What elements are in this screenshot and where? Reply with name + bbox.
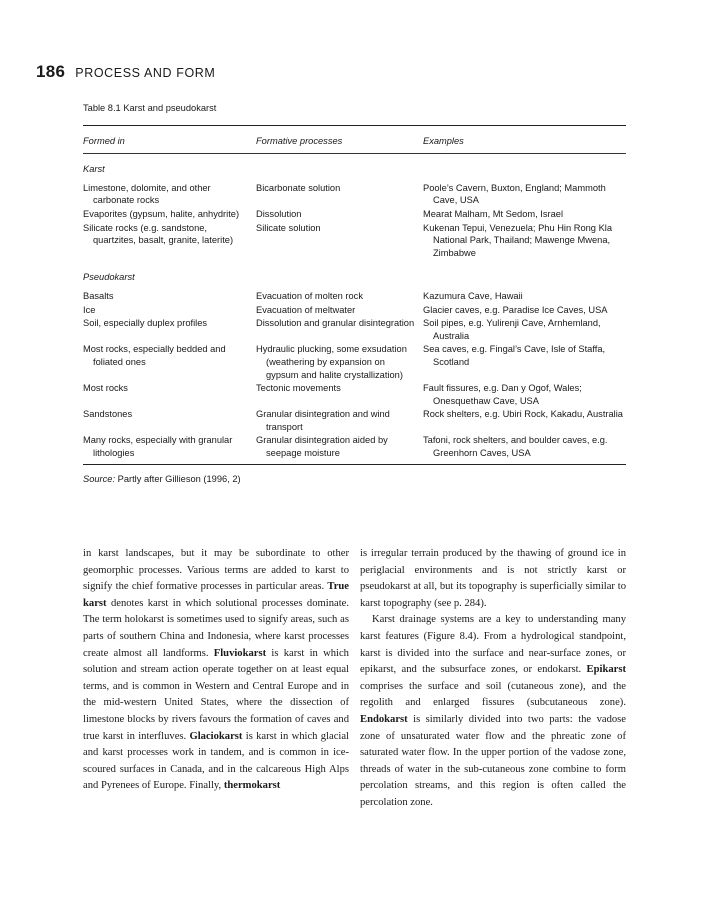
table-cell: Basalts [83,290,114,301]
table-cell: Sea caves, e.g. Fingal’s Cave, Isle of Staffa, Scotland [423,344,606,367]
table-row [83,290,626,303]
table-caption: Table 8.1 Karst and pseudokarst [83,103,217,113]
table-cell: Evaporites (gypsum, halite, anhydrite) [83,208,240,219]
table-row [83,182,626,207]
header-formative-processes: Formative processes [256,135,343,146]
table-cell: Dissolution and granular disintegration [256,318,415,329]
table-cell: Kukenan Tepui, Venezuela; Phu Hin Rong Kla National Park, Thailand; Mawenge Mwena, Zimbabwe [423,222,613,258]
table-cell: Evacuation of meltwater [256,304,356,315]
paragraph [360,612,626,811]
body-column-left [83,546,349,812]
table-row [83,222,626,260]
text-run: is karst in which glacial and karst processes work in tandem, and is common in ice-scoured surfaces in Canada, and in the calcareous High Alps and Pyrenees of Europe. Finally, [83,730,349,792]
term-endokarst: Endokarst [360,713,408,725]
section-title-karst: Karst [83,164,105,175]
table-row [83,208,626,221]
term-thermokarst: thermokarst [223,780,281,792]
table-cell: Granular disintegration and wind transport [256,409,390,432]
section-title-pseudokarst: Pseudokarst [83,272,135,283]
table-cell: Most rocks, especially bedded and foliated ones [83,344,226,367]
source-label: Source: [83,473,116,484]
table-cell: Most rocks [83,383,128,394]
table-row [83,382,626,407]
body-column-right [360,546,626,812]
table-cell: Limestone, dolomite, and other carbonate rocks [83,182,211,206]
table-cell: Tafoni, rock shelters, and boulder caves, e.g. Greenhorn Caves, USA [423,435,608,459]
table-cell: Poole’s Cavern, Buxton, England; Mammoth Cave, USA [423,182,606,206]
table-cell: Soil, especially duplex profiles [83,318,208,329]
header-formed-in: Formed in [83,135,125,146]
header-examples: Examples [423,135,464,146]
text-run: Karst drainage systems are a key to understanding many karst features (Figure 8.4). From a hydrological standpoint, karst is divided into the surface and near-surface zones, or epikarst, and the subsurface zones, or endokarst. [360,614,626,676]
table-cell: Sandstones [83,409,133,420]
table-cell: Evacuation of molten rock [256,290,363,301]
text-run: in karst landscapes, but it may be subordinate to other geomorphic processes. Various terms are added to karst to signify the chief formative processes in particular areas. [83,548,349,593]
table-cell: Silicate rocks (e.g. sandstone, quartzites, basalt, granite, laterite) [83,222,234,246]
running-head [36,62,215,82]
table-cell: Dissolution [256,208,302,219]
text-run: comprises the surface and soil (cutaneous zone), and the regolith and enlarged fissures (subcutaneous zone). [360,680,626,709]
table-row [83,304,626,317]
table-cell: Hydraulic plucking, some exsudation (weathering by expansion on gypsum and halite crystallization) [256,344,407,380]
table-header-row [83,126,626,154]
table-cell: Rock shelters, e.g. Ubiri Rock, Kakadu, Australia [423,409,623,420]
table-row [83,317,626,342]
table-cell: Mearat Malham, Mt Sedom, Israel [423,208,564,219]
table-row [83,343,626,381]
table-cell: Granular disintegration aided by seepage moisture [256,435,388,459]
text-run: is karst in which solution and stream action operate together on at least equal terms, and is common in Western and Central Europe and in the mid-western United States, where the dissection of limestone blocks by rivers favours the formation of caves and true karst in interfluves. [83,647,349,742]
table-cell: Ice [83,304,96,315]
term-true-karst: True karst [83,581,349,609]
text-run: denotes karst in which solutional processes dominate. The term holokarst is sometimes used to signify areas, such as parts of southern China and Indonesia, where karst processes create almost all landforms. [83,597,349,659]
paragraph [83,546,349,795]
table-row [83,434,626,459]
body-text [83,546,626,812]
table-cell: Silicate solution [256,222,321,233]
table-cell: Kazumura Cave, Hawaii [423,290,523,301]
term-glaciokarst: Glaciokarst [189,730,243,742]
table-cell: Many rocks, especially with granular lithologies [83,435,233,459]
table-source [83,473,626,486]
source-text: Partly after Gillieson (1996, 2) [115,473,241,484]
table-cell: Glacier caves, e.g. Paradise Ice Caves, USA [423,304,608,315]
table-cell: Bicarbonate solution [256,182,341,193]
table-cell: Soil pipes, e.g. Yulirenji Cave, Arnhemland, Australia [423,318,601,341]
running-head-title: PROCESS AND FORM [75,66,216,80]
text-run: is similarly divided into two parts: the vadose zone of unsaturated water flow and the phreatic zone of saturated water flow. In the upper portion of the vadose zone, threads of water in the sub-cutaneous zone combine to form percolation streams, and this region is often called the percolation zone. [360,713,626,808]
table-cell: Tectonic movements [256,383,341,394]
table-row [83,408,626,433]
table-bottom-rule [83,464,626,465]
term-epikarst: Epikarst [586,664,626,676]
term-fluviokarst: Fluviokarst [213,647,267,659]
table-cell: Fault fissures, e.g. Dan y Ogof, Wales; Onesquethaw Cave, USA [423,383,582,406]
table-header-rule [83,153,626,154]
karst-table [83,102,626,485]
paragraph: is irregular terrain produced by the thawing of ground ice in periglacial environments and is not strictly karst or pseudokarst at all, but its topography is superficially similar to karst topography (see p. 284). [360,548,626,609]
page-number: 186 [36,62,66,81]
